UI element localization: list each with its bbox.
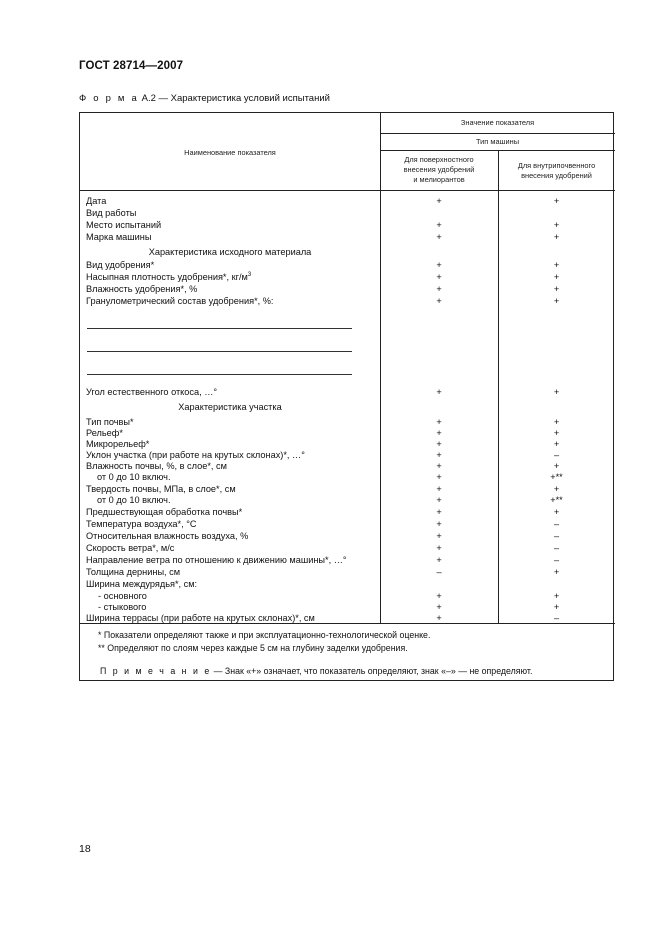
row-label: Направление ветра по отношению к движению машины*, …° [86,555,347,565]
row-value-col1: + [436,484,442,494]
row-label: Вид удобрения* [86,260,155,270]
row-label: Влажность удобрения*, % [86,284,198,294]
row-value-col1: + [436,450,442,460]
row-label: - основного [98,591,147,601]
table-note [100,665,532,677]
table-row [80,295,615,307]
row-value-col2: + [553,220,560,230]
superscript: 3 [247,272,252,278]
form-caption-text: А.2 — Характеристика условий испытаний [138,93,330,104]
row-value-col1: + [436,196,442,206]
row-label: Ширина террасы (при работе на крутых склонах)*, см [86,613,315,623]
row-label: Гранулометрический состав удобрения*, %: [86,296,274,306]
header-name-column: Наименование показателя [184,148,276,157]
row-value-col2: + [553,428,560,438]
header-divider-type [380,150,615,151]
row-value-col2: + [553,260,560,270]
row-value-col1: + [436,613,442,623]
table-row [80,506,615,518]
row-value-col2: + [553,232,560,242]
form-caption [79,93,330,104]
header-divider-value [380,133,615,134]
conditions-table [79,112,614,681]
row-value-col2: + [553,484,560,494]
row-value-col1: + [436,260,442,270]
row-label: Относительная влажность воздуха, % [86,531,249,541]
row-value-col1: + [436,417,442,427]
row-value-col2: + [553,507,560,517]
table-row [80,207,615,219]
row-value-col2: + [553,417,560,427]
section-heading-site: Характеристика участка [178,402,282,412]
row-value-col1: + [436,220,442,230]
footnote-double-asterisk: ** Определяют по слоям через каждые 5 см на глубину заделки удобрения. [98,643,408,653]
table-row [80,530,615,542]
table-row [80,578,615,590]
row-value-col2: + [553,272,560,282]
table-row [80,195,615,207]
row-label: Микрорельеф* [86,439,150,449]
form-caption-prefix: Ф о р м а [79,93,139,104]
row-label-text: Насыпная плотность удобрения*, кг/м [86,272,248,282]
row-label: Влажность почвы, %, в слое*, см [86,461,227,471]
row-value-col1: + [436,472,442,482]
row-value-col1: + [436,507,442,517]
row-value-col2: + [553,602,560,612]
row-value-col2: +** [550,495,563,505]
header-value-column: Значение показателя [460,118,535,127]
row-value-col2: – [553,519,560,529]
header-machine-type: Тип машины [475,137,519,146]
table-row [80,494,615,506]
table-row [80,542,615,554]
row-value-col1: + [436,591,442,601]
table-row [80,283,615,295]
fill-in-line [87,351,352,352]
row-value-col1: + [436,284,442,294]
row-value-col2: + [553,296,560,306]
row-value-col1: + [436,461,442,471]
row-value-col2: + [553,284,560,294]
table-row [80,386,615,398]
table-row [80,471,615,483]
row-label: Температура воздуха*, °С [86,519,197,529]
row-value-col2: – [553,450,560,460]
row-label: Тип почвы* [86,417,134,427]
table-row [80,259,615,271]
row-label: Уклон участка (при работе на крутых склонах)*, …° [86,450,305,460]
table-row [80,566,615,578]
row-label [86,271,251,283]
row-label: от 0 до 10 включ. [97,472,171,482]
row-value-col2: + [553,439,560,449]
row-value-col2: +** [550,472,563,482]
row-value-col1: + [436,555,442,565]
note-prefix: П р и м е ч а н и е [100,666,212,676]
row-value-col1: + [436,296,442,306]
row-label: Предшествующая обработка почвы* [86,507,243,517]
row-value-col2: – [553,613,560,623]
row-value-col1: + [436,495,442,505]
table-row [80,554,615,566]
row-value-col1: + [436,272,442,282]
row-value-col1: + [436,232,442,242]
page-number: 18 [79,843,91,855]
table-row [80,231,615,243]
table-row [80,219,615,231]
header-col1-line: Для поверхностного [404,155,474,164]
fill-in-line [87,328,352,329]
row-label: Угол естественного откоса, …° [86,387,218,397]
row-label: Место испытаний [86,220,162,230]
row-label: Твердость почвы, МПа, в слое*, см [86,484,236,494]
header-col2-line: внесения удобрений [521,170,592,180]
row-label: Вид работы [86,208,137,218]
row-value-col2: – [553,543,560,553]
row-value-col1: + [436,519,442,529]
row-label: от 0 до 10 включ. [97,495,171,505]
row-value-col2: + [553,591,560,601]
row-value-col1: + [436,543,442,553]
table-row [80,612,615,624]
header-col2-line: Для внутрипочвенного [517,161,596,170]
row-value-col2: – [553,555,560,565]
row-label: Рельеф* [86,428,123,438]
row-value-col2: + [553,387,560,397]
table-row [80,518,615,530]
row-value-col1: + [436,428,442,438]
header-col1-line: внесения удобрений [403,164,475,174]
row-value-col2: + [553,196,560,206]
header-col2 [498,161,615,181]
row-label: Дата [86,196,107,206]
row-label: Ширина междурядья*, см: [86,579,198,589]
section-heading-material: Характеристика исходного материала [148,247,312,257]
row-value-col2: – [553,531,560,541]
table-row [80,271,615,283]
header-col1 [380,155,498,184]
header-col1-line: и мелиорантов [413,174,465,184]
row-value-col1: + [436,602,442,612]
row-label: - стыкового [98,602,147,612]
row-value-col1: + [436,531,442,541]
row-value-col1: + [436,387,442,397]
row-label: Скорость ветра*, м/с [86,543,175,553]
fill-in-line [87,374,352,375]
row-value-col1: + [436,439,442,449]
row-label: Толщина дернины, см [86,567,181,577]
row-label: Марка машины [86,232,152,242]
row-value-col1: – [436,567,442,577]
note-text: — Знак «+» означает, что показатель определяют, знак «–» — не определяют. [211,666,533,676]
document-title: ГОСТ 28714—2007 [79,60,184,72]
footnote-single-asterisk: * Показатели определяют также и при эксплуатационно-технологической оценке. [98,630,431,640]
row-value-col2: + [553,567,560,577]
header-bottom-line [80,190,615,191]
row-value-col2: + [553,461,560,471]
